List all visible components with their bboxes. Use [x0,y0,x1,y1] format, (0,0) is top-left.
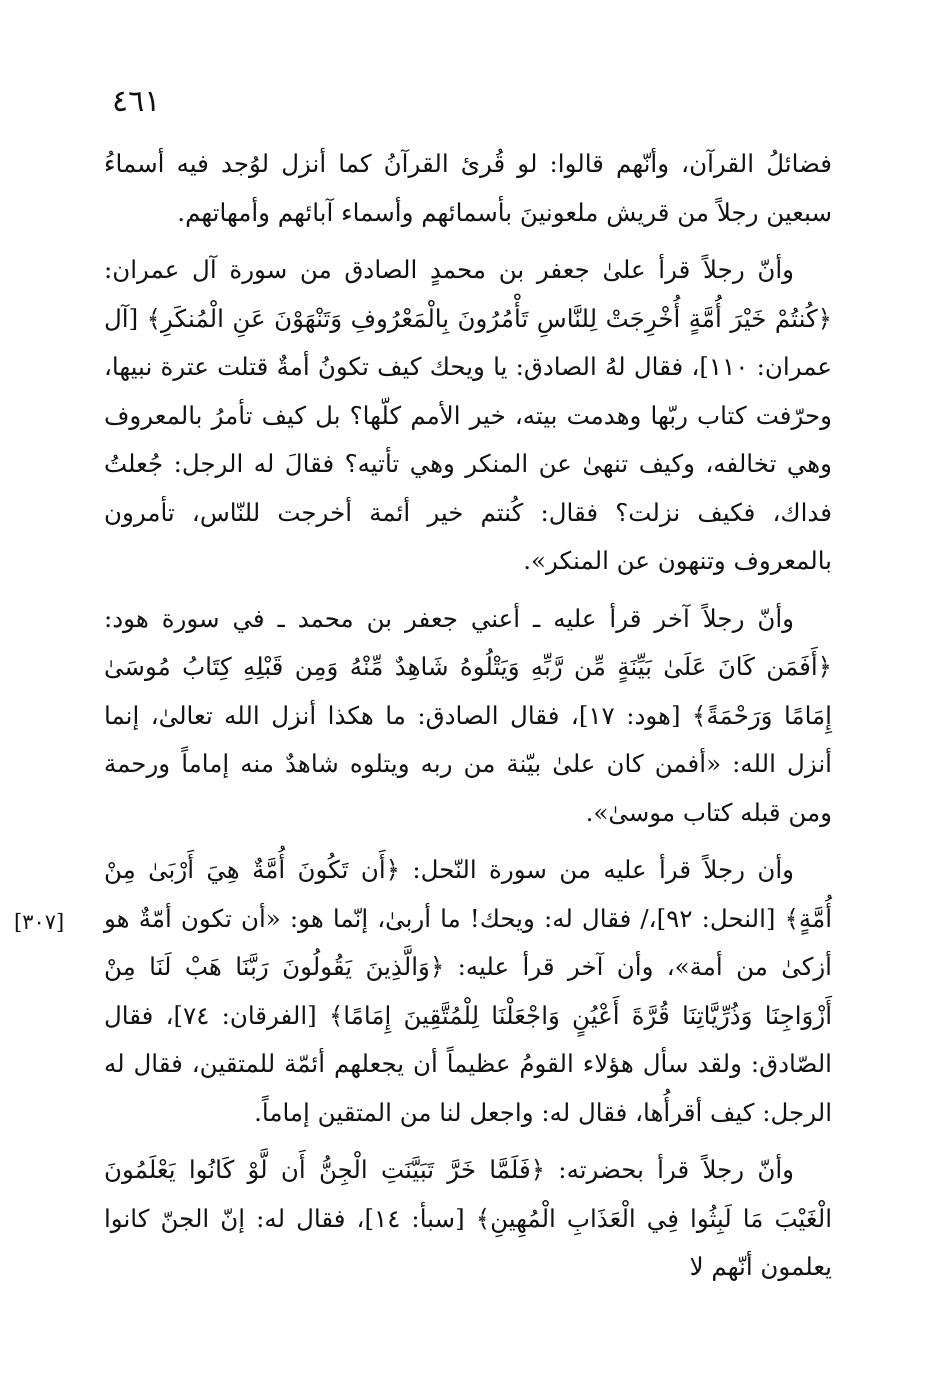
paragraph-3: وأنّ رجلاً آخر قرأ عليه ـ أعني جعفر بن محمد ـ في سورة هود: ﴿أَفَمَن كَانَ عَلَىٰ بَيِّنَةٍ مِّن رَّبِّهِ وَيَتْلُوهُ شَاهِدٌ مِّنْهُ وَمِن قَبْلِهِ كِتَابُ مُوسَىٰ إِمَامًا وَرَحْمَةً﴾ [هود: ١٧]، فقال الصادق: ما هكذا أنزل الله تعالىٰ، إنما أنزل الله: «أفمن كان علىٰ بيّنة من ربه ويتلوه شاهدٌ منه إماماً ورحمة ومن قبله كتاب موسىٰ». [104,603,832,827]
paragraph-4: وأن رجلاً قرأ عليه من سورة النّحل: ﴿أَن تَكُونَ أُمَّةٌ هِيَ أَرْبَىٰ مِنْ أُمَّةٍ﴾ [النحل: ٩٢]،/ فقال له: ويحك! ما أربىٰ، إنّما هو: «أن تكون أمّةٌ هو أزكىٰ من أمة»، وأن آخر قرأ عليه: ﴿وَالَّذِينَ يَقُولُونَ رَبَّنَا هَبْ لَنَا مِنْ أَزْوَاجِنَا وَذُرِّيَّاتِنَا قُرَّةَ أَعْيُنٍ وَاجْعَلْنَا لِلْمُتَّقِينَ إِمَامًا﴾ [الفرقان: ٧٤]، فقال الصّادق: ولقد سأل هؤلاء القومُ عظيماً أن يجعلهم أئمّة للمتقين، فقال له الرجل: كيف أقرأُها، فقال له: واجعل لنا من المتقين إماماً. [104,855,833,1127]
main-text [104,140,832,1301]
page-number: ٤٦١ [112,84,161,119]
paragraph-1: فضائلُ القرآن، وأنّهم قالوا: لو قُرئ القرآنُ كما أنزل لوُجد فيه أسماءُ سبعين رجلاً من قريش ملعونينَ بأسمائهم وأسماء آبائهم وأمهاتهم. [104,149,832,227]
margin-reference: [٣٠٧] [14,910,65,934]
paragraph-5: وأنّ رجلاً قرأ بحضرته: ﴿فَلَمَّا خَرَّ تَبَيَّنَتِ الْجِنُّ أَن لَّوْ كَانُوا يَعْلَمُونَ الْغَيْبَ مَا لَبِثُوا فِي الْعَذَابِ الْمُهِينِ﴾ [سبأ: ١٤]، فقال له: إنّ الجنّ كانوا يعلمون أنّهم لا [104,1155,833,1281]
paragraph-2: وأنّ رجلاً قرأ علىٰ جعفر بن محمدٍ الصادق من سورة آل عمران: ﴿كُنتُمْ خَيْرَ أُمَّةٍ أُخْرِجَتْ لِلنَّاسِ تَأْمُرُونَ بِالْمَعْرُوفِ وَتَنْهَوْنَ عَنِ الْمُنكَرِ﴾ [آل عمران: ١١٠]، فقال لهُ الصادق: يا ويحك كيف تكونُ أمةٌ قتلت عترة نبيها، وحرّفت كتاب ربّها وهدمت بيته، خير الأمم كلّها؟ بل كيف تأمرُ بالمعروف وهي تخالفه، وكيف تنهىٰ عن المنكر وهي تأتيه؟ فقالَ له الرجل: جُعلتُ فداك، فكيف نزلت؟ فقال: كُنتم خير أئمة أخرجت للنّاس، تأمرون بالمعروف وتنهون عن المنكر». [104,255,832,575]
